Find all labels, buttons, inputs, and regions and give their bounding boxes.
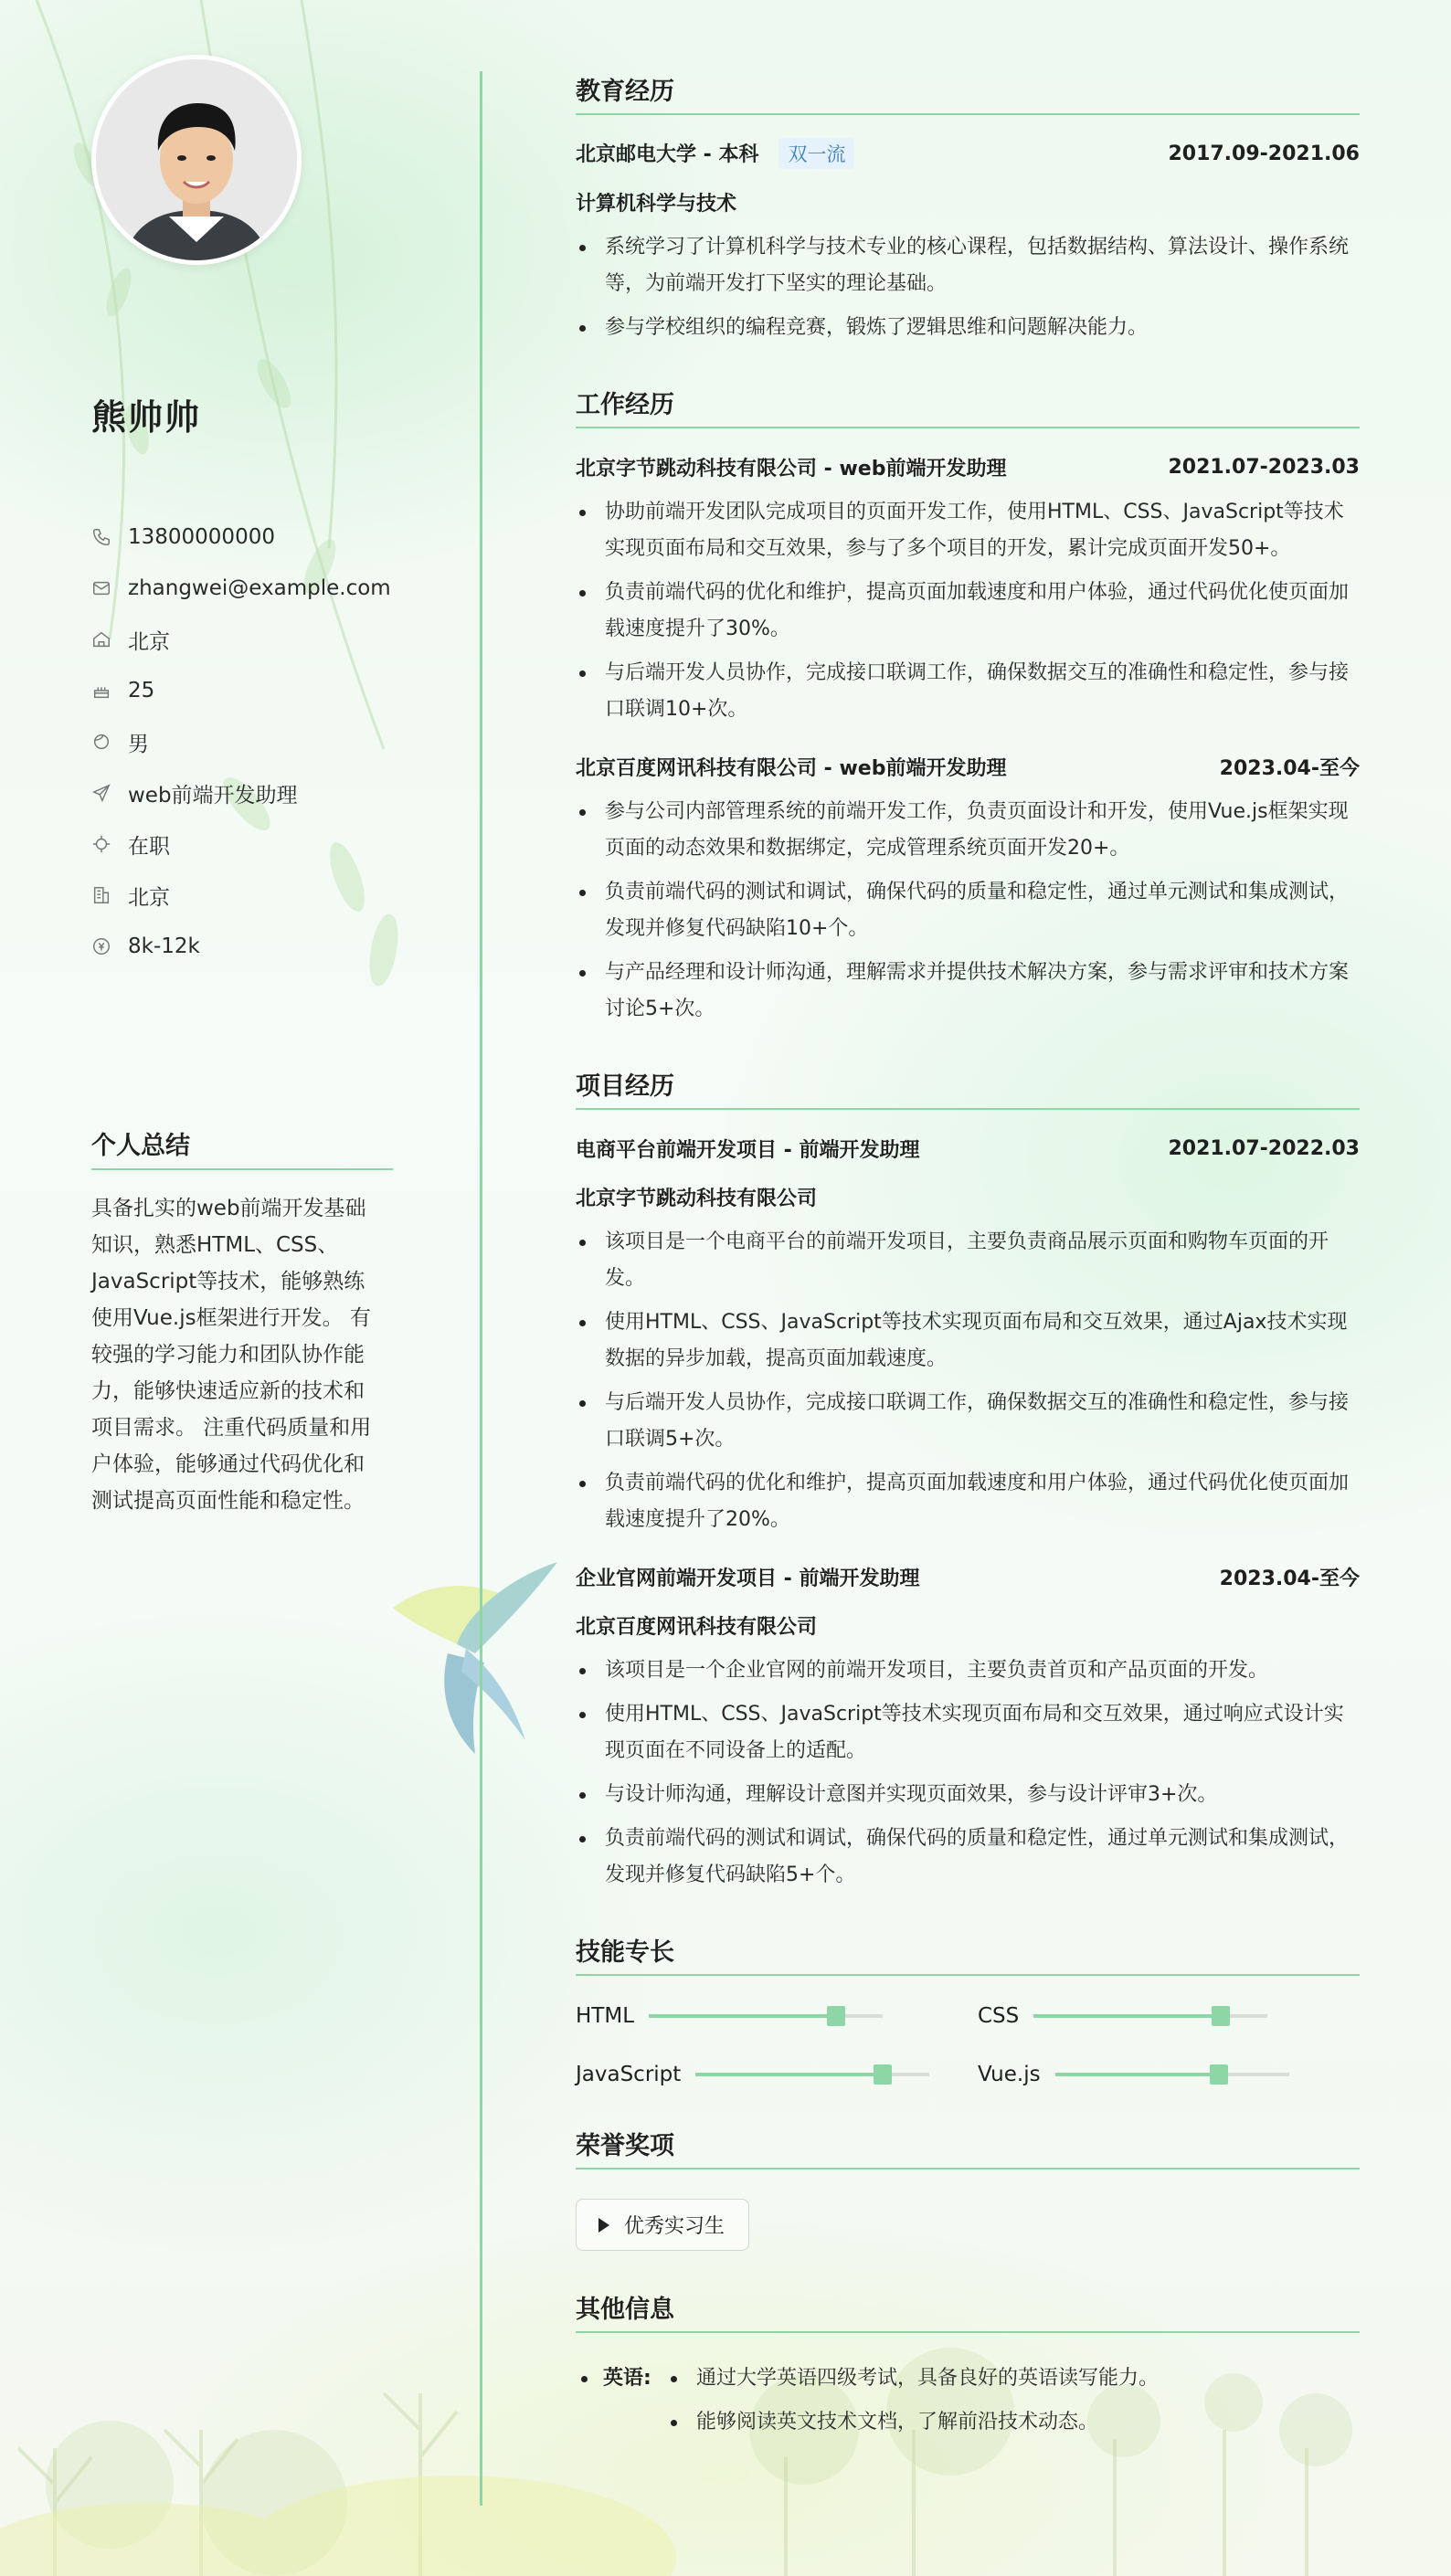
- main-content: [576, 71, 1360, 2448]
- skills-grid: [576, 2003, 1360, 2087]
- contact-status: [91, 818, 393, 870]
- job-company: 北京百度网讯科技有限公司 - web前端开发助理: [576, 756, 1007, 780]
- award-label: 优秀实习生: [624, 2215, 726, 2238]
- skill-bar: [695, 2073, 929, 2076]
- skill-bar-knob: [1212, 2006, 1230, 2026]
- projects-title: 项目经历: [576, 1066, 1360, 1110]
- contact-email-value: zhangwei@example.com: [128, 576, 391, 600]
- contact-location-value: 北京: [128, 629, 170, 654]
- contact-status-value: 在职: [128, 834, 170, 859]
- education-school: 北京邮电大学 - 本科: [576, 143, 759, 166]
- list-item: 与后端开发人员协作，完成接口联调工作，确保数据交互的准确性和稳定性，参与接口联调5+次。: [576, 1385, 1360, 1458]
- skill-bar-fill: [649, 2014, 836, 2018]
- skill-bar-knob: [827, 2006, 845, 2026]
- candidate-name: 熊帅帅: [91, 397, 202, 438]
- contact-salary-value: 8k-12k: [128, 934, 200, 958]
- skill-bar-fill: [1055, 2073, 1219, 2076]
- divider-line: [480, 71, 482, 2506]
- list-item: 通过大学英语四级考试，具备良好的英语读写能力。: [667, 2360, 1360, 2397]
- list-item: 能够阅读英文技术文档，了解前沿技术动态。: [667, 2404, 1360, 2441]
- list-item: 该项目是一个企业官网的前端开发项目，主要负责首页和产品页面的开发。: [576, 1652, 1360, 1689]
- project-company: 北京字节跳动科技有限公司: [576, 1188, 818, 1210]
- send-icon: [91, 783, 111, 803]
- list-item: 负责前端代码的优化和维护，提高页面加载速度和用户体验，通过代码优化使页面加载速度提升了30%。: [576, 575, 1360, 648]
- avatar: [91, 55, 302, 265]
- contact-gender-value: 男: [128, 732, 149, 756]
- contact-gender: [91, 716, 393, 767]
- salary-icon: [91, 936, 111, 956]
- contact-age: [91, 665, 393, 716]
- cake-icon: [91, 681, 111, 701]
- project-bullets: [576, 1652, 1360, 1894]
- contact-position-value: web前端开发助理: [128, 783, 298, 808]
- list-item: 负责前端代码的测试和调试，确保代码的质量和稳定性，通过单元测试和集成测试，发现并修复代码缺陷10+个。: [576, 874, 1360, 947]
- job-head: [576, 452, 1360, 481]
- swallow-bird-decoration: [365, 1544, 585, 1763]
- skill-name: JavaScript: [576, 2063, 682, 2086]
- project-company: 北京百度网讯科技有限公司: [576, 1616, 818, 1639]
- list-item: 参与学校组织的编程竞赛，锻炼了逻辑思维和问题解决能力。: [576, 310, 1360, 346]
- awards-title: 荣誉奖项: [576, 2126, 1360, 2170]
- award-badge: [576, 2199, 749, 2251]
- skill-item: [978, 2003, 1360, 2029]
- status-icon: [91, 834, 111, 854]
- home-icon: [91, 629, 111, 649]
- mail-icon: [91, 578, 111, 598]
- contact-location: [91, 614, 393, 665]
- job-bullets: [576, 794, 1360, 1028]
- project-name: 电商平台前端开发项目 - 前端开发助理: [576, 1138, 920, 1162]
- project-bullets: [576, 1224, 1360, 1538]
- building-icon: [91, 885, 111, 905]
- work-title: 工作经历: [576, 385, 1360, 428]
- contact-salary: [91, 921, 393, 972]
- skill-bar: [1055, 2073, 1289, 2076]
- contact-email: [91, 563, 393, 614]
- education-date: 2017.09-2021.06: [1168, 142, 1360, 165]
- other-label: 英语:: [576, 2360, 651, 2397]
- contact-city: [91, 870, 393, 921]
- skill-item: [978, 2062, 1360, 2087]
- skill-name: CSS: [978, 2004, 1020, 2028]
- other-info: [576, 2360, 1360, 2441]
- contact-phone-value: 13800000000: [128, 525, 275, 549]
- education-bullets: [576, 229, 1360, 346]
- skill-bar-fill: [695, 2073, 883, 2076]
- project-head: [576, 1562, 1360, 1591]
- skill-bar: [1033, 2014, 1267, 2018]
- list-item: 与产品经理和设计师沟通，理解需求并提供技术解决方案，参与需求评审和技术方案讨论5+次。: [576, 955, 1360, 1028]
- avatar-portrait: [96, 59, 297, 260]
- education-title: 教育经历: [576, 71, 1360, 115]
- other-bullets: [667, 2360, 1360, 2441]
- skill-bar: [649, 2014, 883, 2018]
- list-item: 与后端开发人员协作，完成接口联调工作，确保数据交互的准确性和稳定性，参与接口联调10+次。: [576, 655, 1360, 728]
- skill-item: [576, 2062, 978, 2087]
- skill-name: Vue.js: [978, 2063, 1041, 2086]
- list-item: 与设计师沟通，理解设计意图并实现页面效果，参与设计评审3+次。: [576, 1777, 1360, 1813]
- project-head: [576, 1134, 1360, 1163]
- job-date: 2023.04-至今: [1219, 756, 1360, 780]
- contact-list: [91, 512, 393, 972]
- skill-bar-fill: [1033, 2014, 1221, 2018]
- skills-title: 技能专长: [576, 1932, 1360, 1976]
- other-title: 其他信息: [576, 2289, 1360, 2333]
- education-entry-head: [576, 139, 1360, 168]
- job-date: 2021.07-2023.03: [1168, 455, 1360, 479]
- list-item: 使用HTML、CSS、JavaScript等技术实现页面布局和交互效果，通过Ajax技术实现数据的异步加载，提高页面加载速度。: [576, 1304, 1360, 1378]
- list-item: 负责前端代码的优化和维护，提高页面加载速度和用户体验，通过代码优化使页面加载速度提升了20%。: [576, 1465, 1360, 1538]
- triangle-icon: [598, 2218, 609, 2233]
- summary-text: 具备扎实的web前端开发基础知识，熟悉HTML、CSS、JavaScript等技术，能够熟练使用Vue.js框架进行开发。 有较强的学习能力和团队协作能力，能够快速适应新的技术和项目需求。 注重代码质量和用户体验，能够通过代码优化和测试提高页面性能和稳定性。: [91, 1197, 372, 1513]
- list-item: 负责前端代码的测试和调试，确保代码的质量和稳定性，通过单元测试和集成测试，发现并修复代码缺陷5+个。: [576, 1821, 1360, 1894]
- job-bullets: [576, 494, 1360, 728]
- list-item: 参与公司内部管理系统的前端开发工作，负责页面设计和开发，使用Vue.js框架实现页面的动态效果和数据绑定，完成管理系统页面开发20+。: [576, 794, 1360, 867]
- education-tag: 双一流: [778, 138, 854, 169]
- list-item: 系统学习了计算机科学与技术专业的核心课程，包括数据结构、算法设计、操作系统等，为前端开发打下坚实的理论基础。: [576, 229, 1360, 302]
- education-major: 计算机科学与技术: [576, 193, 737, 216]
- list-item: 使用HTML、CSS、JavaScript等技术实现页面布局和交互效果，通过响应式设计实现页面在不同设备上的适配。: [576, 1696, 1360, 1769]
- contact-age-value: 25: [128, 679, 155, 702]
- list-item: 该项目是一个电商平台的前端开发项目，主要负责商品展示页面和购物车页面的开发。: [576, 1224, 1360, 1297]
- project-date: 2021.07-2022.03: [1168, 1136, 1360, 1160]
- skill-bar-knob: [874, 2064, 892, 2085]
- summary-title: 个人总结: [91, 1125, 393, 1170]
- phone-icon: [91, 527, 111, 547]
- job-company: 北京字节跳动科技有限公司 - web前端开发助理: [576, 457, 1007, 480]
- skill-bar-knob: [1210, 2064, 1228, 2085]
- contact-city-value: 北京: [128, 885, 170, 910]
- contact-phone: [91, 512, 393, 563]
- education-school-wrap: [576, 138, 854, 169]
- job-head: [576, 752, 1360, 781]
- contact-position: [91, 767, 393, 818]
- gender-icon: [91, 732, 111, 752]
- project-name: 企业官网前端开发项目 - 前端开发助理: [576, 1567, 920, 1590]
- project-date: 2023.04-至今: [1219, 1567, 1360, 1590]
- list-item: 协助前端开发团队完成项目的页面开发工作，使用HTML、CSS、JavaScript等技术实现页面布局和交互效果，参与了多个项目的开发，累计完成页面开发50+。: [576, 494, 1360, 567]
- skill-item: [576, 2003, 978, 2029]
- skill-name: HTML: [576, 2004, 635, 2028]
